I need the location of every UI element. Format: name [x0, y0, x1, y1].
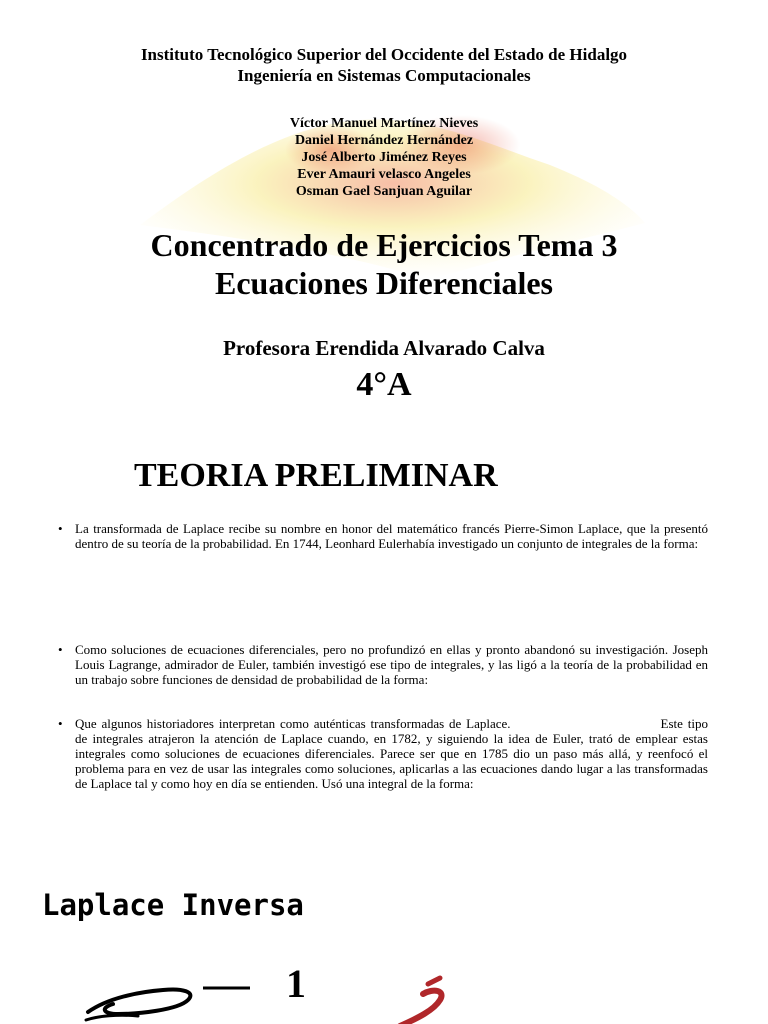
list-item	[56, 716, 708, 791]
author-name: Ever Amauri velasco Angeles	[297, 167, 471, 182]
institution-name: Instituto Tecnológico Superior del Occidente del Estado de Hidalgo	[140, 45, 628, 64]
paragraph-text-part1: Que algunos historiadores interpretan como auténticas transformadas de Laplace.	[75, 716, 511, 731]
bullet-icon: •	[58, 642, 63, 657]
career-name: Ingeniería en Sistemas Computacionales	[237, 66, 531, 85]
section-title: TEORIA PRELIMINAR	[134, 457, 498, 494]
author-name: Osman Gael Sanjuan Aguilar	[295, 184, 473, 199]
bullet-icon: •	[58, 521, 63, 536]
bullet-icon: •	[58, 716, 63, 731]
title-line: Concentrado de Ejercicios Tema 3	[150, 227, 618, 263]
institution-header	[0, 44, 768, 86]
list-item	[56, 521, 708, 551]
author-name: José Alberto Jiménez Reyes	[301, 150, 467, 165]
list-item	[56, 642, 708, 687]
laplace-inverse-heading: Laplace Inversa	[42, 888, 304, 922]
author-name: Daniel Hernández Hernández	[294, 133, 474, 148]
author-list	[0, 115, 768, 200]
document-title	[0, 226, 768, 302]
paragraph-text	[75, 716, 708, 791]
inverse-laplace-formula	[78, 961, 498, 1024]
author-name: Víctor Manuel Martínez Nieves	[289, 116, 479, 131]
title-line: Ecuaciones Diferenciales	[214, 265, 553, 301]
grade-label: 4°A	[356, 366, 412, 403]
paragraph-text: Como soluciones de ecuaciones diferenciales, pero no profundizó en ellas y pronto abandonó su investigación. Joseph Louis Lagrange, admirador de Euler, también investigó ese tipo de integrales, y las ligó a la teoría de la probabilidad en un trabajo sobre funciones de densidad de probabilidad de la forma:	[75, 642, 708, 687]
professor-name: Profesora Erendida Alvarado Calva	[223, 336, 545, 360]
paragraph-text-part2: Este tipo de integrales atrajeron la atención de Laplace cuando, en 1782, y siguiendo la idea de Euler, trató de emplear estas integrales como soluciones de ecuaciones diferenciales. Parece ser que en 1785 dio un paso más allá, y reenfocó el problema para en vez de usar las integrales como soluciones, aplicarlas a las ecuaciones dando lugar a las transformadas de Laplace tal y como hoy en día se entienden. Usó una integral de la forma:	[75, 716, 709, 791]
formula-numeral: 1	[286, 961, 306, 1006]
paragraph-text: La transformada de Laplace recibe su nombre en honor del matemático francés Pierre-Simon Laplace, que la presentó dentro de su teoría de la probabilidad. En 1744, Leonhard Eulerhabía investigado un conjunto de integrales de la forma:	[75, 521, 708, 551]
